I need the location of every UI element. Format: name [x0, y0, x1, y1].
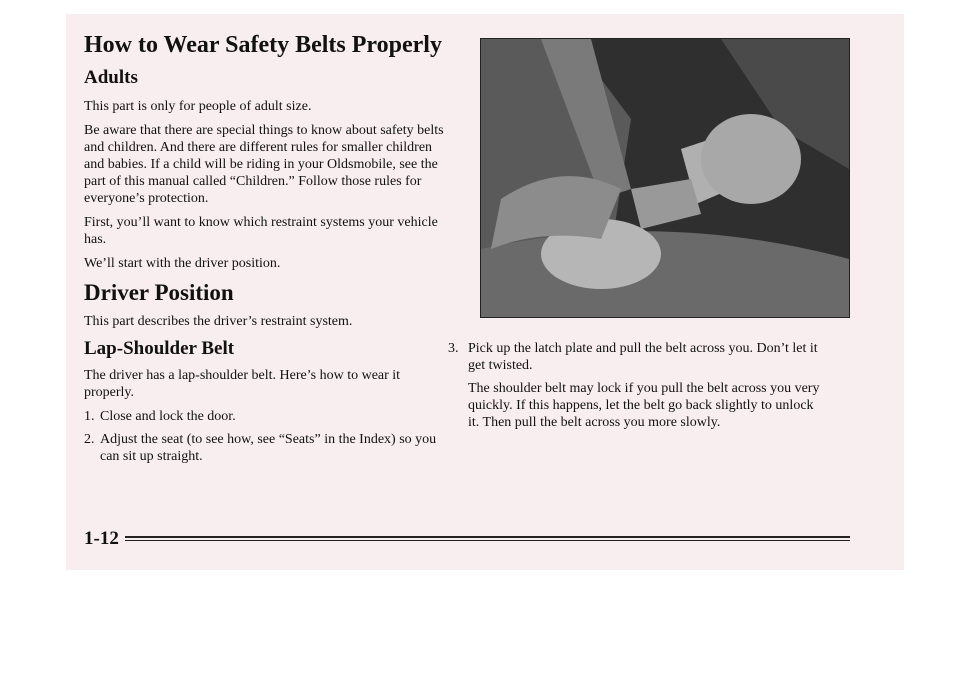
- driver-position-heading: Driver Position: [84, 280, 234, 305]
- adults-paragraph-2: Be aware that there are special things to know about safety belts and children. And there are different rules for smaller children and babies. If a child will be riding in your Oldsmobile, see the part of this manual called “Children.” Follow those rules for everyone’s protection.: [84, 123, 444, 206]
- list-item: [84, 408, 450, 425]
- adults-paragraph-1: This part is only for people of adult size.: [84, 99, 312, 114]
- page-content: [84, 30, 894, 570]
- adults-paragraph-3: First, you’ll want to know which restraint systems your vehicle has.: [84, 215, 438, 247]
- step-3-note: The shoulder belt may lock if you pull the belt across you very quickly. If this happens, let the belt go back slightly to unlock it. Then pull the belt across you more slowly.: [468, 381, 820, 430]
- seat-belt-photo: [480, 38, 850, 318]
- list-item: [448, 340, 828, 374]
- list-text: Adjust the seat (to see how, see “Seats” in the Index) so you can sit up straight.: [100, 432, 437, 464]
- lap-paragraph: The driver has a lap-shoulder belt. Here’s how to wear it properly.: [84, 368, 401, 400]
- list-number: 1.: [84, 409, 95, 424]
- list-item: [84, 431, 450, 465]
- lap-shoulder-belt-heading: Lap-Shoulder Belt: [84, 338, 235, 359]
- list-text: Close and lock the door.: [100, 409, 236, 424]
- list-text: Pick up the latch plate and pull the belt across you. Don’t let it get twisted.: [468, 341, 818, 373]
- left-column: [84, 30, 450, 471]
- page-footer: [84, 528, 850, 550]
- driver-paragraph: This part describes the driver’s restraint system.: [84, 314, 353, 329]
- step-3-block: [448, 340, 828, 438]
- adults-paragraph-4: We’ll start with the driver position.: [84, 256, 281, 271]
- seat-belt-illustration: [481, 39, 849, 317]
- list-number: 2.: [84, 432, 95, 447]
- list-number: 3.: [448, 341, 459, 356]
- adults-heading: Adults: [84, 67, 138, 88]
- page-title: How to Wear Safety Belts Properly: [84, 32, 442, 58]
- footer-rule: [125, 535, 850, 543]
- page-number: 1-12: [84, 528, 119, 549]
